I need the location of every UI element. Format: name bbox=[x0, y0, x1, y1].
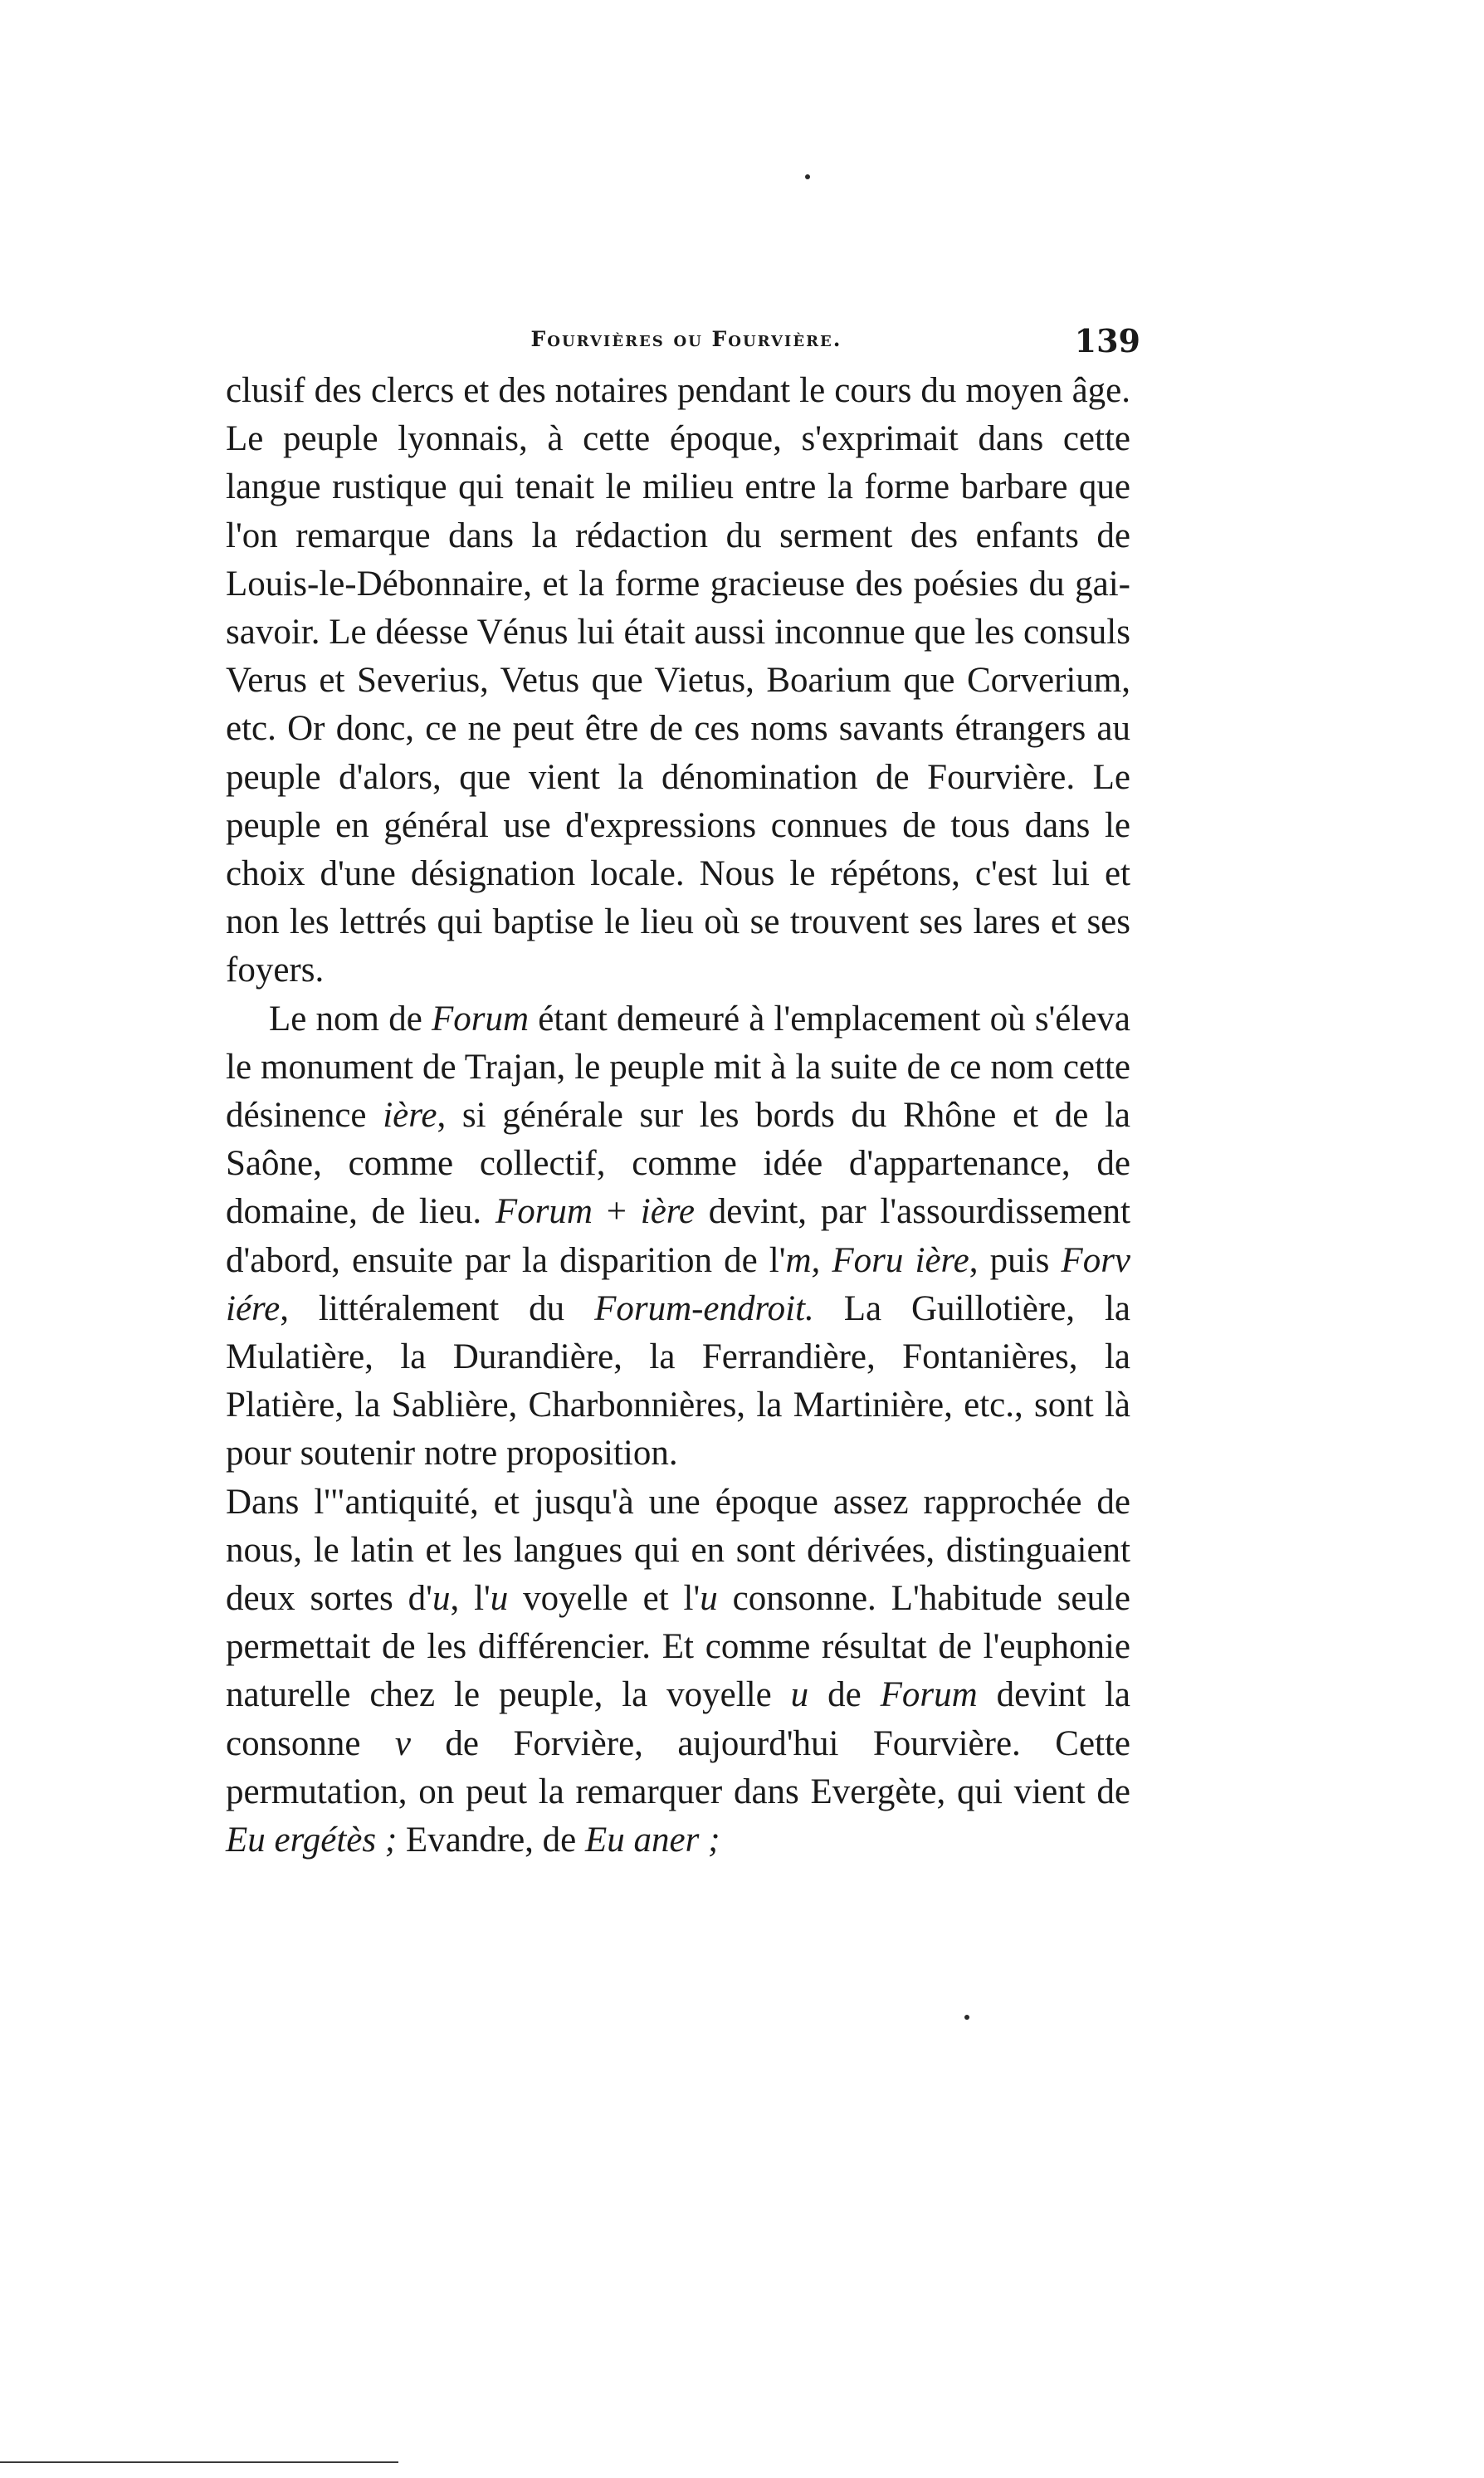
text-run: étant demeuré à l'emplacement où s'éleva le monument de Trajan, le peuple mit à la suite de ce nom cette désinence bbox=[226, 999, 1130, 1136]
italic-term: Eu aner ; bbox=[585, 1821, 720, 1860]
ink-speck bbox=[805, 174, 810, 179]
body-text bbox=[226, 367, 1130, 1865]
italic-term: Forum bbox=[431, 999, 530, 1039]
text-run: consonne. L'habitude seule permettait de les différencier. Et comme résultat de l'euphonie naturelle chez le peuple, la voyelle bbox=[226, 1579, 1131, 1715]
text-run: + bbox=[592, 1192, 641, 1232]
italic-term: u bbox=[432, 1579, 451, 1619]
paragraph-1: clusif des clercs et des notaires pendant le cours du moyen âge. Le peuple lyonnais, à cette époque, s'exprimait dans cette langue rustique qui tenait le milieu entre la forme barbare que l'on remarque dans la rédaction du serment des enfants de Louis-le-Débonnaire, et la forme gracieuse des poésies du gai-savoir. Le déesse Vénus lui était aussi inconnue que les consuls Verus et Severius, Vetus que Vietus, Boarium que Corverium, etc. Or donc, ce ne peut être de ces noms savants étrangers au peuple d'alors, que vient la dénomination de Fourvière. Le peuple en général use d'expressions connues de tous dans le choix d'une désignation locale. Nous le répétons, c'est lui et non les lettrés qui baptise le lieu où se trouvent ses lares et ses foyers. bbox=[226, 371, 1130, 990]
italic-term: Forv iére bbox=[226, 1240, 1131, 1328]
italic-term: u bbox=[490, 1579, 509, 1619]
paragraph-3 bbox=[226, 1478, 1130, 1865]
bottom-rule bbox=[0, 2461, 398, 2463]
text-run: La Guillotière, la Mulatière, la Durandière, la Ferrandière, Fontanières, la Platière, la Sablière, Charbonnières, la Martinière, etc., sont là pour soutenir notre proposition. bbox=[226, 1288, 1130, 1474]
text-run: devint la consonne bbox=[226, 1675, 1130, 1763]
running-title: Fourvières ou Fourvière. bbox=[530, 327, 842, 351]
italic-term: ière bbox=[640, 1192, 696, 1232]
italic-term: Eu ergétès ; bbox=[226, 1821, 398, 1860]
italic-term: v bbox=[394, 1723, 411, 1763]
italic-term: ière bbox=[383, 1096, 437, 1136]
text-run: , puis bbox=[969, 1240, 1062, 1280]
text-run: devint, par l'assourdissement d'abord, ensuite par la disparition de l' bbox=[226, 1192, 1130, 1280]
italic-term: Forum bbox=[880, 1675, 978, 1715]
text-run: Dans l'"antiquité, et jusqu'à une époque assez rapprochée de nous, le latin et les langues qui en sont dérivées, distinguaient deux sortes d' bbox=[226, 1482, 1130, 1619]
text-run: voyelle et l' bbox=[508, 1579, 701, 1619]
italic-term: u bbox=[790, 1675, 809, 1715]
text-run: de Forvière, aujourd'hui Fourvière. Cette permutation, on peut la remarquer dans Evergète, qui vient de bbox=[226, 1723, 1131, 1811]
text-run: , littéralement du bbox=[280, 1288, 595, 1328]
italic-term: u bbox=[700, 1579, 718, 1619]
running-head bbox=[226, 322, 1147, 365]
paragraph-2 bbox=[226, 995, 1130, 1478]
italic-term: Forum bbox=[495, 1192, 593, 1232]
page-number: 139 bbox=[1074, 322, 1140, 359]
ink-speck bbox=[964, 2015, 969, 2020]
text-run: de bbox=[808, 1675, 881, 1715]
text-run: Le nom de bbox=[269, 999, 432, 1039]
text-run: , si générale sur les bords du Rhône et de la Saône, comme collectif, comme idée d'appartenance, de domaine, de lieu. bbox=[226, 1096, 1131, 1232]
italic-term: Forum-endroit. bbox=[594, 1288, 814, 1328]
text-run: Evandre, de bbox=[397, 1821, 586, 1860]
italic-term: m, Foru ière bbox=[785, 1240, 969, 1280]
text-run: , l' bbox=[450, 1579, 491, 1619]
